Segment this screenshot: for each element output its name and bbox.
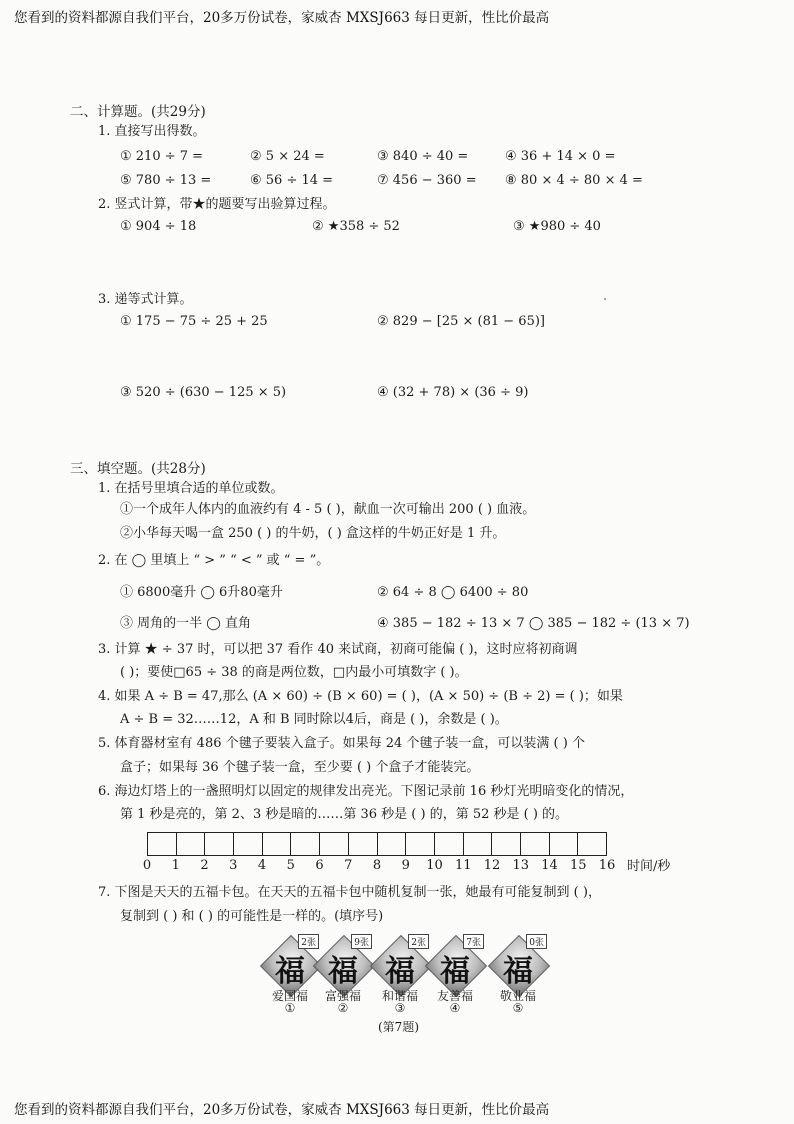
q2-item-1: ① 904 ÷ 18	[120, 219, 197, 234]
speck	[604, 298, 606, 300]
q3-item-3: ③ 520 ÷ (630 − 125 × 5)	[120, 385, 287, 400]
q2-item-3: ③ ★980 ÷ 40	[513, 219, 601, 234]
fill-q5-line2: 盒子；如果每 36 个毽子装一盒，至少要 ( ) 个盒子才能装完。	[120, 760, 480, 775]
section-title-calc: 二、计算题。(共29分)	[70, 104, 206, 120]
timeline-cell	[578, 833, 606, 855]
fill-q2-item-4: ④ 385 − 182 ÷ 13 × 7 ◯ 385 − 182 ÷ (13 × 7)	[377, 616, 690, 631]
card-number: ④	[449, 1001, 461, 1015]
timeline-cell	[205, 833, 234, 855]
timeline-cell	[378, 833, 407, 855]
timeline-tick-label: 7	[344, 858, 353, 873]
card-number: ②	[337, 1001, 349, 1015]
timeline-cell	[177, 833, 206, 855]
card-glyph: 福	[503, 954, 533, 989]
timeline-tick-label: 14	[541, 858, 558, 873]
q3-item-4: ④ (32 + 78) × (36 ÷ 9)	[377, 385, 529, 400]
timeline-cell	[492, 833, 521, 855]
timeline-cell	[291, 833, 320, 855]
card-label: 友善福	[436, 989, 474, 1003]
timeline-cell	[148, 833, 177, 855]
timeline-cell	[464, 833, 493, 855]
card-count-badge: 2张	[298, 934, 319, 949]
axis-unit: 时间/秒	[627, 859, 671, 874]
fill-q4-line1: 4. 如果 A ÷ B = 47,那么 (A × 60) ÷ (B × 60) = ( )，(A × 50) ÷ (B ÷ 2) = ( )；如果	[98, 689, 623, 704]
fill-q6-line1: 6. 海边灯塔上的一盏照明灯以固定的规律发出亮光。下图记录前 16 秒灯光明暗变化的情况，	[98, 784, 634, 799]
card-label: 敬业福	[499, 989, 537, 1003]
fill-q1-title: 1. 在括号里填合适的单位或数。	[98, 481, 284, 496]
q3-title: 3. 递等式计算。	[98, 292, 193, 307]
card-label: 爱国福	[271, 989, 309, 1003]
card-glyph: 福	[328, 954, 358, 989]
card-count-badge: 2张	[408, 934, 429, 949]
timeline-tick-label: 15	[569, 858, 587, 873]
q2-title: 2. 竖式计算，带★的题要写出验算过程。	[98, 197, 336, 212]
light-timeline	[147, 832, 607, 856]
timeline-tick-label: 13	[512, 858, 530, 873]
card-number: ⑤	[512, 1001, 524, 1015]
fill-q3-line1: 3. 计算 ★ ÷ 37 时，可以把 37 看作 40 来试商，初商可能偏 ( )，这时应将初商调	[98, 642, 578, 657]
card-label: 和谐福	[381, 989, 419, 1003]
q1-item-5: ⑤ 780 ÷ 13 =	[120, 173, 212, 188]
q1-item-3: ③ 840 ÷ 40 =	[377, 149, 469, 164]
timeline-cell	[263, 833, 292, 855]
timeline-tick-label: 12	[483, 858, 501, 873]
figure-caption: (第7题)	[378, 1020, 419, 1034]
timeline-tick-label: 16	[598, 858, 616, 873]
q2-item-2: ② ★358 ÷ 52	[312, 219, 400, 234]
timeline-tick-label: 1	[171, 858, 180, 873]
timeline-tick-label: 3	[229, 858, 238, 873]
timeline-tick-label: 4	[257, 858, 267, 873]
timeline-tick-label: 8	[372, 858, 382, 873]
card-glyph: 福	[275, 954, 305, 989]
card-number: ③	[394, 1001, 406, 1015]
fill-q4-line2: A ÷ B = 32……12，A 和 B 同时除以4后，商是 ( )，余数是 ( )。	[120, 712, 508, 727]
q1-item-8: ⑧ 80 × 4 ÷ 80 × 4 =	[505, 173, 643, 188]
timeline-cell	[320, 833, 349, 855]
fill-q2-item-2: ② 64 ÷ 8 ◯ 6400 ÷ 80	[377, 585, 529, 600]
card-label: 富强福	[324, 989, 362, 1003]
q1-item-4: ④ 36 + 14 × 0 =	[505, 149, 616, 164]
fill-q6-line2: 第 1 秒是亮的，第 2、3 秒是暗的……第 36 秒是 ( ) 的，第 52 秒是 ( ) 的。	[120, 807, 569, 822]
card-glyph: 福	[385, 954, 415, 989]
card-count-badge: 9张	[351, 934, 372, 949]
timeline-cell	[234, 833, 263, 855]
card-count-badge: 7张	[463, 934, 484, 949]
timeline-tick-label: 10	[426, 858, 443, 873]
q1-item-7: ⑦ 456 − 360 =	[377, 173, 477, 188]
bottom-banner: 您看到的资料都源自我们平台，20多万份试卷，家威杏 MXSJ663 每日更新，性比价最高	[14, 1102, 550, 1118]
card-count-badge: 0张	[526, 934, 547, 949]
fill-q2-item-3: ③ 周角的一半 ◯ 直角	[120, 616, 251, 631]
q1-item-1: ① 210 ÷ 7 =	[120, 149, 204, 164]
timeline-tick-label: 2	[200, 858, 209, 873]
q1-title: 1. 直接写出得数。	[98, 124, 206, 139]
timeline-tick-label: 6	[315, 858, 324, 873]
fill-q2-item-1: ① 6800毫升 ◯ 6升80毫升	[120, 585, 283, 600]
timeline-cell	[349, 833, 378, 855]
q1-item-6: ⑥ 56 ÷ 14 =	[250, 173, 334, 188]
timeline-cell	[435, 833, 464, 855]
section-title-fill: 三、填空题。(共28分)	[70, 461, 206, 477]
timeline-cell	[521, 833, 550, 855]
fill-q5-line1: 5. 体育器材室有 486 个毽子要装入盒子。如果每 24 个毽子装一盒，可以装满 ( ) 个	[98, 736, 585, 751]
top-banner: 您看到的资料都源自我们平台，20多万份试卷，家威杏 MXSJ663 每日更新，性比价最高	[14, 10, 550, 26]
fill-q7-line2: 复制到 ( ) 和 ( ) 的可能性是一样的。(填序号)	[120, 909, 384, 924]
q1-item-2: ② 5 × 24 =	[250, 149, 325, 164]
q3-item-2: ② 829 − [25 × (81 − 65)]	[377, 314, 545, 329]
timeline-tick-label: 5	[286, 858, 295, 873]
card-glyph: 福	[440, 954, 470, 989]
fill-q1-line2: ②小华每天喝一盒 250 ( ) 的牛奶，( ) 盒这样的牛奶正好是 1 升。	[120, 526, 506, 541]
fill-q2-title: 2. 在 ◯ 里填上 “ > ” “ < ” 或 “ = ”。	[98, 553, 330, 568]
timeline-tick-label: 9	[401, 858, 410, 873]
card-number: ①	[284, 1001, 296, 1015]
fill-q1-line1: ①一个成年人体内的血液约有 4 - 5 ( )，献血一次可输出 200 ( ) 血液。	[120, 502, 536, 517]
fill-q7-line1: 7. 下图是天天的五福卡包。在天天的五福卡包中随机复制一张，她最有可能复制到 ( )，	[98, 885, 601, 900]
fill-q3-line2: ( )；要使□65 ÷ 38 的商是两位数，□内最小可填数字 ( )。	[120, 665, 468, 680]
timeline-cell	[550, 833, 579, 855]
timeline-tick-label: 0	[142, 858, 152, 873]
timeline-tick-label: 11	[454, 858, 472, 873]
q3-item-1: ① 175 − 75 ÷ 25 + 25	[120, 314, 268, 329]
timeline-cell	[406, 833, 435, 855]
